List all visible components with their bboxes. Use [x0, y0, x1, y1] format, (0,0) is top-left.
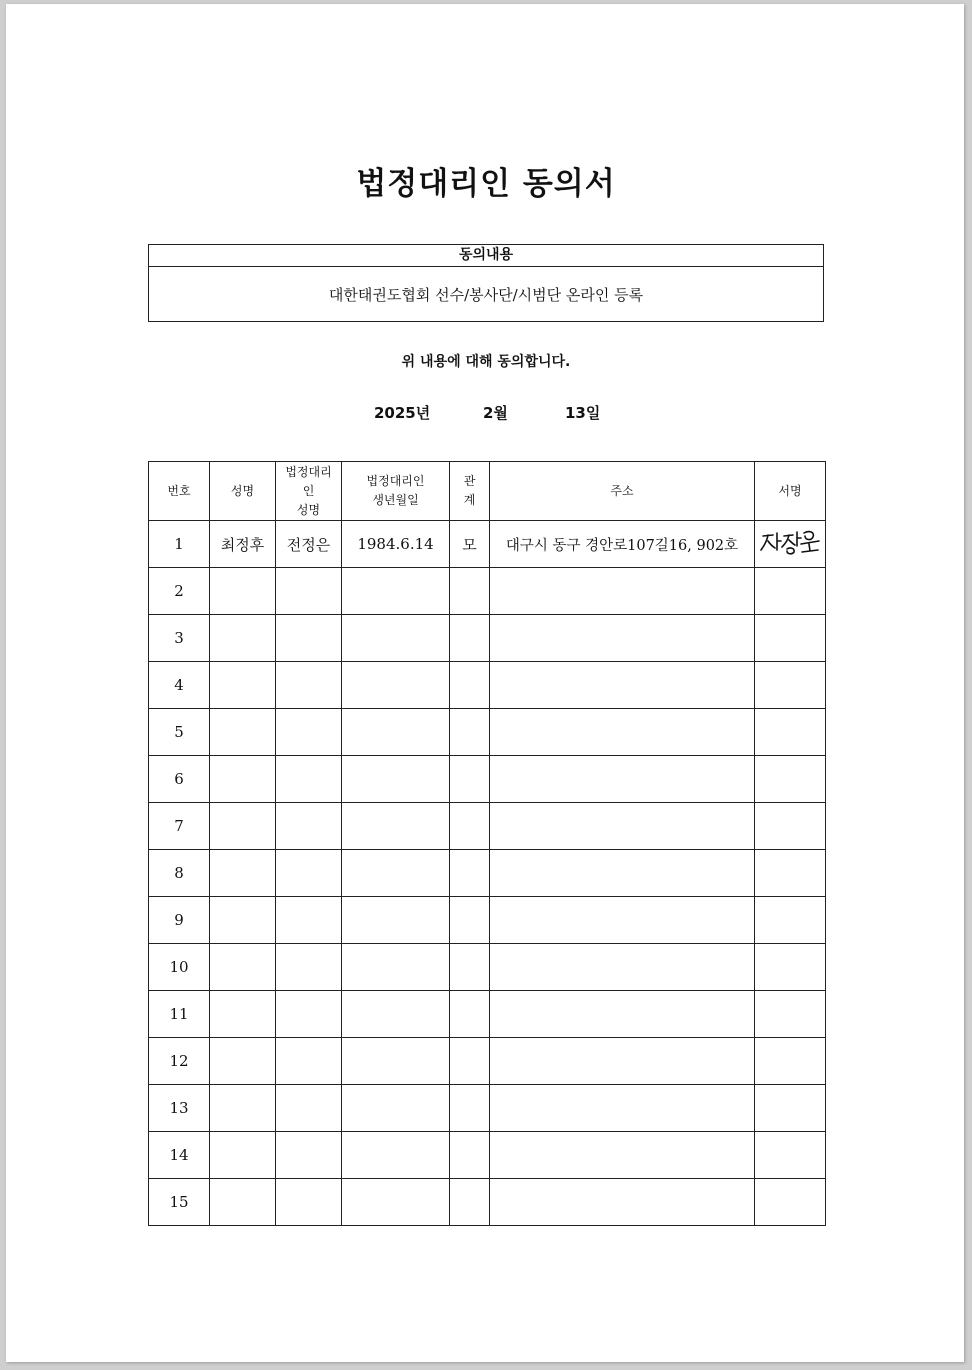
header-no	[149, 462, 210, 521]
cell-name	[210, 1179, 276, 1226]
cell-signature	[755, 991, 826, 1038]
cell-no: 9	[149, 897, 210, 944]
cell-no: 11	[149, 991, 210, 1038]
cell-name	[210, 1085, 276, 1132]
cell-no: 10	[149, 944, 210, 991]
cell-no: 6	[149, 756, 210, 803]
cell-birth	[342, 709, 450, 756]
cell-guardian	[276, 850, 342, 897]
cell-name	[210, 1132, 276, 1179]
header-no-label: 번호	[167, 483, 191, 498]
cell-address	[490, 756, 755, 803]
cell-name	[210, 1038, 276, 1085]
cell-signature	[755, 662, 826, 709]
cell-guardian: 전정은	[276, 521, 342, 568]
cell-address	[490, 1085, 755, 1132]
table-row	[149, 756, 826, 803]
handwritten-signature	[759, 527, 821, 561]
header-signature-label: 서명	[778, 483, 802, 498]
cell-guardian	[276, 662, 342, 709]
header-guardian-name-line1: 법정대리	[285, 464, 332, 479]
cell-signature	[755, 521, 826, 568]
cell-signature	[755, 850, 826, 897]
cell-birth	[342, 615, 450, 662]
header-relation	[450, 462, 490, 521]
cell-no: 13	[149, 1085, 210, 1132]
header-relation-line1: 관	[463, 474, 476, 488]
table-row	[149, 1132, 826, 1179]
cell-birth	[342, 850, 450, 897]
cell-birth	[342, 803, 450, 850]
header-guardian-birth-line1: 법정대리인	[366, 474, 425, 488]
cell-signature	[755, 1132, 826, 1179]
header-signature	[755, 462, 826, 521]
table-row	[149, 803, 826, 850]
table-row	[149, 1085, 826, 1132]
cell-relation	[450, 991, 490, 1038]
cell-relation	[450, 944, 490, 991]
table-row	[149, 1038, 826, 1085]
cell-relation	[450, 568, 490, 615]
cell-birth	[342, 991, 450, 1038]
cell-guardian	[276, 897, 342, 944]
cell-birth	[342, 1132, 450, 1179]
header-relation-line2: 계	[463, 493, 476, 507]
cell-relation	[450, 662, 490, 709]
cell-signature	[755, 568, 826, 615]
table-row	[149, 944, 826, 991]
cell-guardian	[276, 615, 342, 662]
cell-address	[490, 615, 755, 662]
table-row	[149, 615, 826, 662]
cell-name	[210, 709, 276, 756]
cell-signature	[755, 1085, 826, 1132]
cell-name	[210, 850, 276, 897]
cell-birth	[342, 944, 450, 991]
cell-name	[210, 756, 276, 803]
cell-guardian	[276, 1038, 342, 1085]
header-name	[210, 462, 276, 521]
cell-address: 대구시 동구 경안로107길16, 902호	[490, 521, 755, 568]
cell-guardian	[276, 803, 342, 850]
header-guardian-name-line2: 인	[302, 483, 315, 498]
cell-birth	[342, 568, 450, 615]
cell-name	[210, 662, 276, 709]
cell-relation	[450, 1038, 490, 1085]
cell-guardian	[276, 1132, 342, 1179]
cell-name	[210, 991, 276, 1038]
cell-relation	[450, 850, 490, 897]
cell-name	[210, 568, 276, 615]
table-row	[149, 568, 826, 615]
cell-birth	[342, 1179, 450, 1226]
cell-address	[490, 1132, 755, 1179]
cell-relation	[450, 709, 490, 756]
cell-guardian	[276, 709, 342, 756]
cell-relation	[450, 1085, 490, 1132]
cell-relation	[450, 1179, 490, 1226]
cell-guardian	[276, 568, 342, 615]
cell-relation	[450, 897, 490, 944]
cell-address	[490, 662, 755, 709]
table-row	[149, 1179, 826, 1226]
header-guardian-name-line3: 성명	[296, 502, 321, 517]
cell-address	[490, 1179, 755, 1226]
header-name-label: 성명	[230, 483, 255, 498]
document-title: 법정대리인 동의서	[356, 166, 616, 202]
cell-name	[210, 897, 276, 944]
cell-guardian	[276, 1179, 342, 1226]
header-address	[490, 462, 755, 521]
cell-address	[490, 850, 755, 897]
cell-no: 7	[149, 803, 210, 850]
cell-signature	[755, 897, 826, 944]
cell-address	[490, 803, 755, 850]
cell-signature	[755, 709, 826, 756]
cell-no: 3	[149, 615, 210, 662]
cell-guardian	[276, 944, 342, 991]
cell-birth	[342, 1085, 450, 1132]
cell-birth	[342, 897, 450, 944]
cell-relation	[450, 1132, 490, 1179]
consent-header: 동의내용	[149, 245, 823, 267]
cell-signature	[755, 803, 826, 850]
header-address-label: 주소	[610, 483, 634, 498]
cell-no: 12	[149, 1038, 210, 1085]
cell-address	[490, 991, 755, 1038]
header-guardian-birth-line2: 생년월일	[372, 493, 419, 507]
cell-name	[210, 803, 276, 850]
table-row	[149, 991, 826, 1038]
cell-no: 5	[149, 709, 210, 756]
cell-relation	[450, 756, 490, 803]
table-body	[149, 521, 826, 1226]
cell-relation	[450, 803, 490, 850]
cell-address	[490, 897, 755, 944]
table-row	[149, 897, 826, 944]
table-row	[149, 850, 826, 897]
cell-signature	[755, 756, 826, 803]
cell-relation: 모	[450, 521, 490, 568]
cell-address	[490, 944, 755, 991]
date-month: 2월	[483, 404, 508, 422]
cell-no: 1	[149, 521, 210, 568]
date-day: 13일	[565, 404, 601, 422]
agreement-statement: 위 내용에 대해 동의합니다.	[401, 354, 571, 370]
date-year: 2025년	[374, 404, 431, 422]
cell-signature	[755, 1038, 826, 1085]
cell-guardian	[276, 756, 342, 803]
cell-birth	[342, 1038, 450, 1085]
cell-no: 2	[149, 568, 210, 615]
cell-birth: 1984.6.14	[342, 521, 450, 568]
cell-address	[490, 709, 755, 756]
cell-name	[210, 615, 276, 662]
cell-no: 8	[149, 850, 210, 897]
cell-signature	[755, 944, 826, 991]
cell-name: 최정후	[210, 521, 276, 568]
cell-birth	[342, 756, 450, 803]
cell-address	[490, 1038, 755, 1085]
cell-relation	[450, 615, 490, 662]
cell-signature	[755, 1179, 826, 1226]
table-row	[149, 709, 826, 756]
table-row	[149, 662, 826, 709]
guardian-table	[148, 461, 826, 1226]
consent-box	[148, 244, 824, 322]
cell-birth	[342, 662, 450, 709]
cell-address	[490, 568, 755, 615]
cell-name	[210, 944, 276, 991]
cell-no: 14	[149, 1132, 210, 1179]
header-guardian-birth	[342, 462, 450, 521]
cell-no: 15	[149, 1179, 210, 1226]
table-row	[149, 521, 826, 568]
cell-signature	[755, 615, 826, 662]
table-header-row	[149, 462, 826, 521]
header-guardian-name	[276, 462, 342, 521]
cell-no: 4	[149, 662, 210, 709]
consent-text: 대한태권도협회 선수/봉사단/시범단 온라인 등록	[328, 286, 644, 304]
cell-guardian	[276, 1085, 342, 1132]
cell-guardian	[276, 991, 342, 1038]
